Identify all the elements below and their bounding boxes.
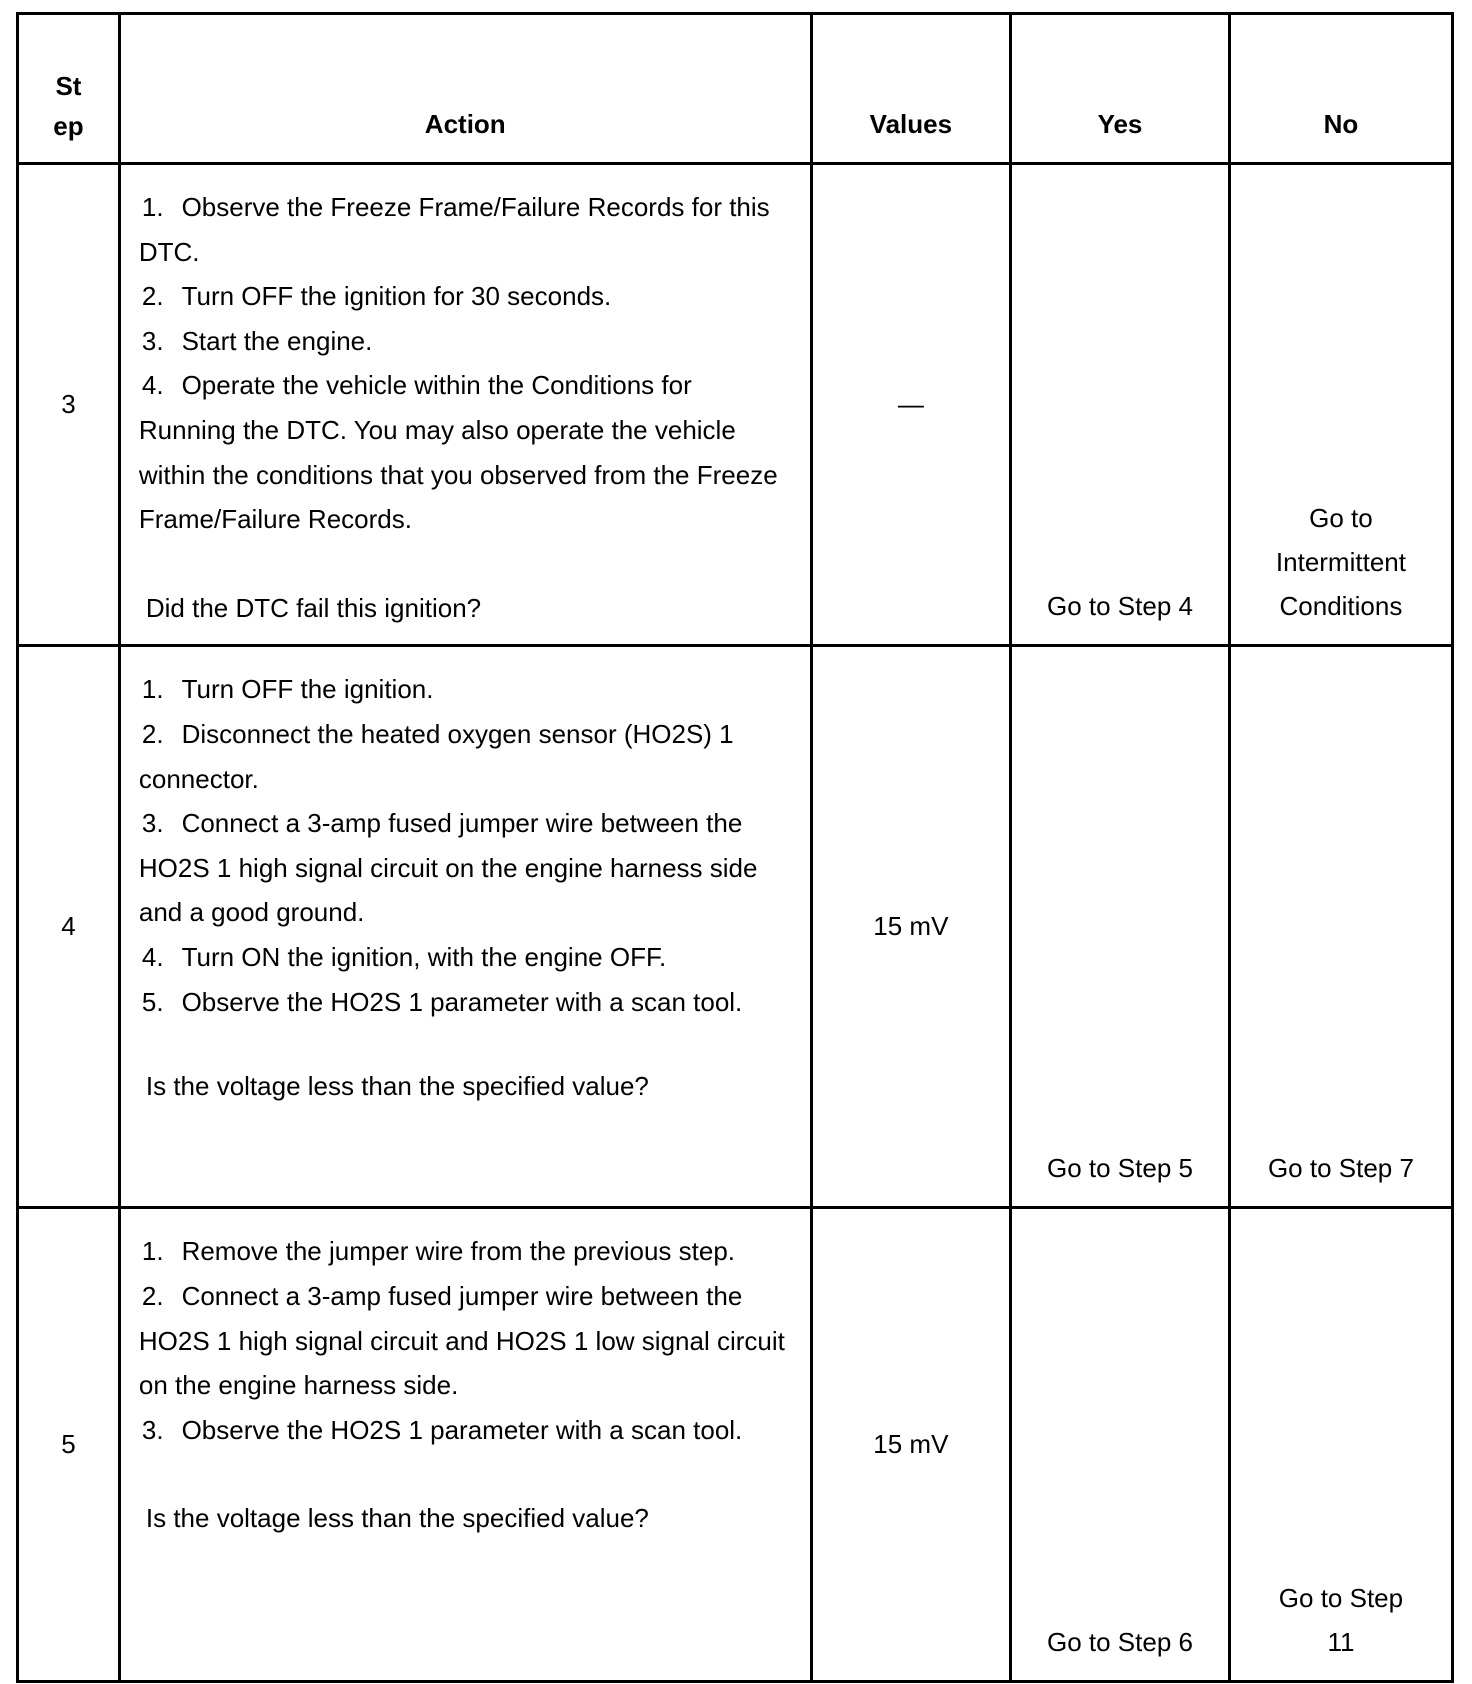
no-line: Go to Step bbox=[1278, 1583, 1404, 1614]
instruction-number: 2. bbox=[141, 1280, 164, 1311]
value-cell: 15 mV bbox=[811, 646, 1010, 1208]
instruction-number: 1. bbox=[141, 192, 164, 222]
instruction-number: 1. bbox=[141, 1236, 164, 1267]
instruction-item bbox=[139, 319, 790, 364]
instruction-text: Start the engine. bbox=[181, 325, 373, 356]
table-row bbox=[18, 164, 1453, 646]
instruction-item bbox=[139, 1274, 790, 1408]
instruction-number: 1. bbox=[141, 674, 164, 705]
header-action: Action bbox=[119, 14, 811, 164]
instruction-text: Observe the HO2S 1 parameter with a scan tool. bbox=[181, 1414, 743, 1445]
instruction-item bbox=[139, 1229, 790, 1274]
instruction-number: 4. bbox=[141, 941, 164, 972]
question-text: Did the DTC fail this ignition? bbox=[145, 592, 482, 623]
instruction-text: Remove the jumper wire from the previous step. bbox=[181, 1236, 736, 1267]
yes-cell: Go to Step 5 bbox=[1011, 646, 1230, 1208]
instruction-item bbox=[139, 185, 790, 274]
instruction-item bbox=[139, 801, 790, 935]
header-step-line2: ep bbox=[53, 111, 84, 141]
no-cell bbox=[1229, 646, 1452, 1208]
action-cell bbox=[119, 1208, 811, 1682]
instruction-item bbox=[139, 363, 790, 541]
no-line: 11 bbox=[1327, 1627, 1355, 1658]
header-no: No bbox=[1229, 14, 1452, 164]
instruction-text: Turn OFF the ignition for 30 seconds. bbox=[181, 281, 612, 312]
table-row bbox=[18, 646, 1453, 1208]
header-yes: Yes bbox=[1011, 14, 1230, 164]
instruction-text: Turn OFF the ignition. bbox=[181, 674, 434, 705]
header-step-line1: St bbox=[55, 71, 82, 101]
step-number: 3 bbox=[18, 164, 120, 646]
yes-cell: Go to Step 4 bbox=[1011, 164, 1230, 646]
instruction-list bbox=[139, 667, 790, 1024]
question-text: Is the voltage less than the specified value? bbox=[145, 1503, 649, 1534]
value-cell: 15 mV bbox=[811, 1208, 1010, 1682]
instruction-list bbox=[139, 185, 790, 542]
instruction-number: 3. bbox=[141, 325, 164, 356]
instruction-number: 2. bbox=[141, 281, 164, 312]
header-values: Values bbox=[811, 14, 1010, 164]
instruction-number: 2. bbox=[141, 718, 164, 749]
yes-cell: Go to Step 6 bbox=[1011, 1208, 1230, 1682]
instruction-item bbox=[139, 935, 790, 980]
instruction-number: 3. bbox=[141, 1414, 164, 1445]
instruction-number: 4. bbox=[141, 370, 164, 401]
diagnostic-table bbox=[16, 12, 1454, 1683]
instruction-text: Disconnect the heated oxygen sensor (HO2S) 1 connector. bbox=[138, 718, 734, 794]
no-line: Conditions bbox=[1279, 591, 1403, 622]
header-step bbox=[18, 14, 120, 164]
instruction-item bbox=[139, 712, 790, 801]
instruction-item bbox=[139, 1408, 790, 1453]
step-number: 5 bbox=[18, 1208, 120, 1682]
instruction-number: 5. bbox=[141, 986, 164, 1017]
table-row bbox=[18, 1208, 1453, 1682]
instruction-text: Observe the Freeze Frame/Failure Records for this DTC. bbox=[138, 192, 770, 267]
value-cell: — bbox=[811, 164, 1010, 646]
instruction-item bbox=[139, 274, 790, 319]
question-text: Is the voltage less than the specified value? bbox=[145, 1071, 649, 1102]
instruction-text: Observe the HO2S 1 parameter with a scan tool. bbox=[181, 986, 743, 1017]
instruction-item bbox=[139, 667, 790, 712]
instruction-list bbox=[139, 1229, 790, 1452]
no-line: Go to Step 7 bbox=[1267, 1153, 1414, 1184]
step-number: 4 bbox=[18, 646, 120, 1208]
no-line: Intermittent bbox=[1275, 547, 1406, 578]
no-cell bbox=[1229, 164, 1452, 646]
instruction-text: Turn ON the ignition, with the engine OFF. bbox=[181, 941, 667, 972]
no-cell bbox=[1229, 1208, 1452, 1682]
action-cell bbox=[119, 646, 811, 1208]
instruction-number: 3. bbox=[141, 808, 164, 839]
instruction-item bbox=[139, 980, 790, 1025]
action-cell bbox=[119, 164, 811, 646]
no-line: Go to bbox=[1309, 503, 1373, 534]
header-row bbox=[18, 14, 1453, 164]
instruction-text: Connect a 3-amp fused jumper wire between the HO2S 1 high signal circuit and HO2S 1 low signal circuit on the engine harness side. bbox=[138, 1280, 785, 1401]
instruction-text: Connect a 3-amp fused jumper wire between the HO2S 1 high signal circuit on the engine harness side and a good ground. bbox=[138, 808, 758, 928]
instruction-text: Operate the vehicle within the Conditions for Running the DTC. You may also operate the vehicle within the conditions that you observed from the Freeze Frame/Failure Records. bbox=[138, 370, 778, 535]
